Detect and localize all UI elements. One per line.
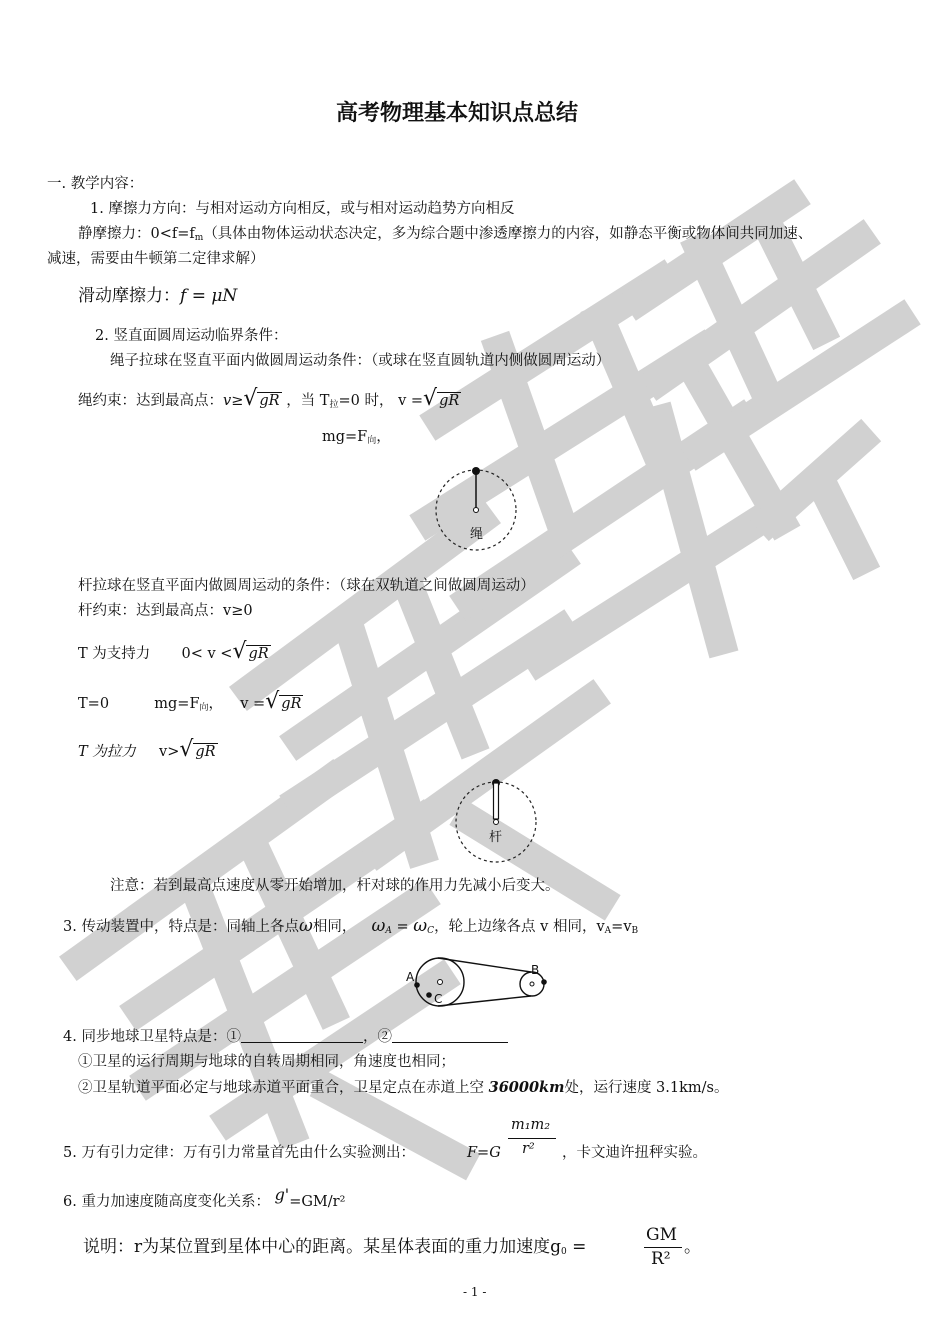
static-prefix: 静摩擦力：0<f=f: [78, 226, 195, 242]
item2-heading: 2. 竖直面圆周运动临界条件：: [95, 328, 288, 344]
item6-line: [63, 1185, 346, 1211]
rope-constraint: [78, 386, 461, 414]
item4-heading: [63, 1028, 508, 1046]
g-prime: g': [274, 1185, 290, 1204]
rope-mg-tail: ，: [376, 429, 391, 445]
rod-intro: 杆拉球在竖直平面内做圆周运动的条件：（球在双轨道之间做圆周运动）: [78, 578, 535, 594]
static-rest: （具体由物体运动状态决定，多为综合题中渗透摩擦力的内容，如静态平衡或物体间共同加速、: [203, 226, 813, 242]
pulley-label-a: A: [406, 970, 415, 984]
sqrt-gR: √ gR: [423, 386, 460, 411]
rope-mg: [322, 428, 391, 450]
page-title: 高考物理基本知识点总结: [336, 101, 579, 126]
rod-t0-v: v =: [240, 696, 266, 712]
rope-when-sub: 拉: [329, 400, 339, 410]
blank-1[interactable]: [241, 1028, 363, 1043]
sqrt-gR: √ gR: [179, 737, 216, 762]
omega-a: ω: [371, 916, 386, 936]
section-header: 一. 教学内容：: [47, 176, 144, 192]
va-sub: A: [604, 926, 612, 936]
item6-num: GM: [646, 1225, 677, 1245]
item5-text-a: 5. 万有引力定律：万有引力常量首先由什么实验测出：: [63, 1145, 415, 1161]
rod-constraint: 杆约束：达到最高点：v≥0: [78, 603, 253, 619]
omega-c-sub: C: [427, 926, 435, 936]
item5-frac-bar: [508, 1138, 556, 1139]
rod-pull-label: T 为拉力: [78, 744, 136, 760]
sliding-label: 滑动摩擦力：: [78, 286, 180, 306]
omega-eq: =: [396, 919, 409, 935]
item3-text-a: 3. 传动装置中，特点是：同轴上各点: [63, 919, 299, 935]
item1-static-friction: [78, 225, 812, 247]
rope-constraint-label: 绳约束：达到最高点：: [78, 393, 223, 409]
rod-t0-sub: 向: [199, 703, 209, 713]
rod-t0-comma: ，: [208, 696, 224, 712]
rope-when: ，当 T: [286, 393, 330, 409]
item4-heading-b: ，②: [362, 1029, 392, 1045]
rope-fig-label: 绳: [470, 527, 484, 542]
item4-point1: ①卫星的运行周期与地球的自转周期相同，角速度也相同；: [78, 1054, 455, 1070]
item4-point2-val: 36000km: [488, 1079, 565, 1096]
omega-a-sub: A: [385, 926, 392, 936]
omega-c: ω: [413, 916, 428, 936]
sqrt-gR: √ gR: [265, 689, 302, 714]
item4-point2-b: 处，运行速度 3.1km/s。: [564, 1080, 729, 1096]
rod-pull-cond: v>: [159, 744, 180, 760]
rope-v-ge: v≥: [223, 393, 244, 409]
rod-t0-label: T=0: [78, 696, 110, 712]
pulley-label-b: B: [531, 963, 540, 977]
item6-text-a: 6. 重力加速度随高度变化关系：: [63, 1194, 270, 1210]
rope-v-eq: v =: [398, 393, 424, 409]
vb-sub: B: [631, 926, 639, 936]
item4-heading-a: 4. 同步地球卫星特点是：①: [63, 1029, 241, 1045]
item6-den: R²: [651, 1249, 671, 1269]
item5-den: r²: [522, 1141, 535, 1157]
item4-point2: [78, 1079, 728, 1097]
item5-num: m₁m₂: [511, 1117, 551, 1133]
item1-static-cont: 减速，需要由牛顿第二定律求解）: [47, 251, 265, 267]
rod-support: [78, 639, 271, 664]
item6-explain-sub: 0: [561, 1247, 567, 1257]
item3-text-c: ，轮上边缘各点 v 相同，v: [434, 919, 605, 935]
rope-mg-text: mg=F: [322, 429, 368, 445]
item3-text-b: 相同，: [312, 919, 357, 935]
omega-symbol: ω: [298, 916, 313, 936]
item4-point2-a: ②卫星轨道平面必定与地球赤道平面重合，卫星定点在赤道上空: [78, 1080, 484, 1096]
item1-sliding-friction: [78, 287, 237, 305]
item6-explain-eq: =: [572, 1237, 587, 1257]
item1-heading: 1. 摩擦力方向：与相对运动方向相反，或与相对运动趋势方向相反: [90, 201, 515, 217]
rod-pull: [78, 737, 218, 762]
item3-text: [63, 917, 638, 940]
item6-explain-a: 说明：r为某位置到星体中心的距离。某星体表面的重力加速度g: [83, 1237, 562, 1257]
item5-text-b: ，卡文迪许扭秤实验。: [562, 1145, 707, 1161]
pulley-label-c: C: [434, 992, 443, 1006]
rope-when-b: =0 时，: [338, 393, 394, 409]
sqrt-gR: √ gR: [232, 639, 269, 664]
rope-intro: 绳子拉球在竖直平面内做圆周运动条件：（或球在竖直圆轨道内侧做圆周运动）: [110, 353, 611, 369]
sqrt-gR: √ gR: [243, 386, 280, 411]
item6-frac-bar: [644, 1247, 682, 1248]
item6-explain-end: 。: [684, 1237, 701, 1257]
item3-text-d: =v: [611, 919, 632, 935]
rod-t0-mg: mg=F: [154, 696, 200, 712]
item6-text-b: =GM/r²: [289, 1194, 346, 1210]
blank-2[interactable]: [392, 1028, 508, 1043]
item6-explain: [83, 1238, 586, 1261]
item5-f-eq: F=G: [467, 1145, 501, 1161]
static-sub: m: [194, 233, 204, 243]
rod-support-cond: 0< v <: [181, 646, 233, 662]
rod-note: 注意：若到最高点速度从零开始增加，杆对球的作用力先减小后变大。: [110, 878, 560, 894]
rod-fig-label: 杆: [489, 830, 503, 845]
sliding-formula: f = μN: [180, 286, 238, 306]
rod-support-label: T 为支持力: [78, 646, 151, 662]
page-number: - 1 -: [463, 1285, 487, 1299]
rod-t0: [78, 689, 303, 717]
rod-diagram: [454, 780, 538, 864]
rope-mg-sub: 向: [367, 436, 377, 446]
